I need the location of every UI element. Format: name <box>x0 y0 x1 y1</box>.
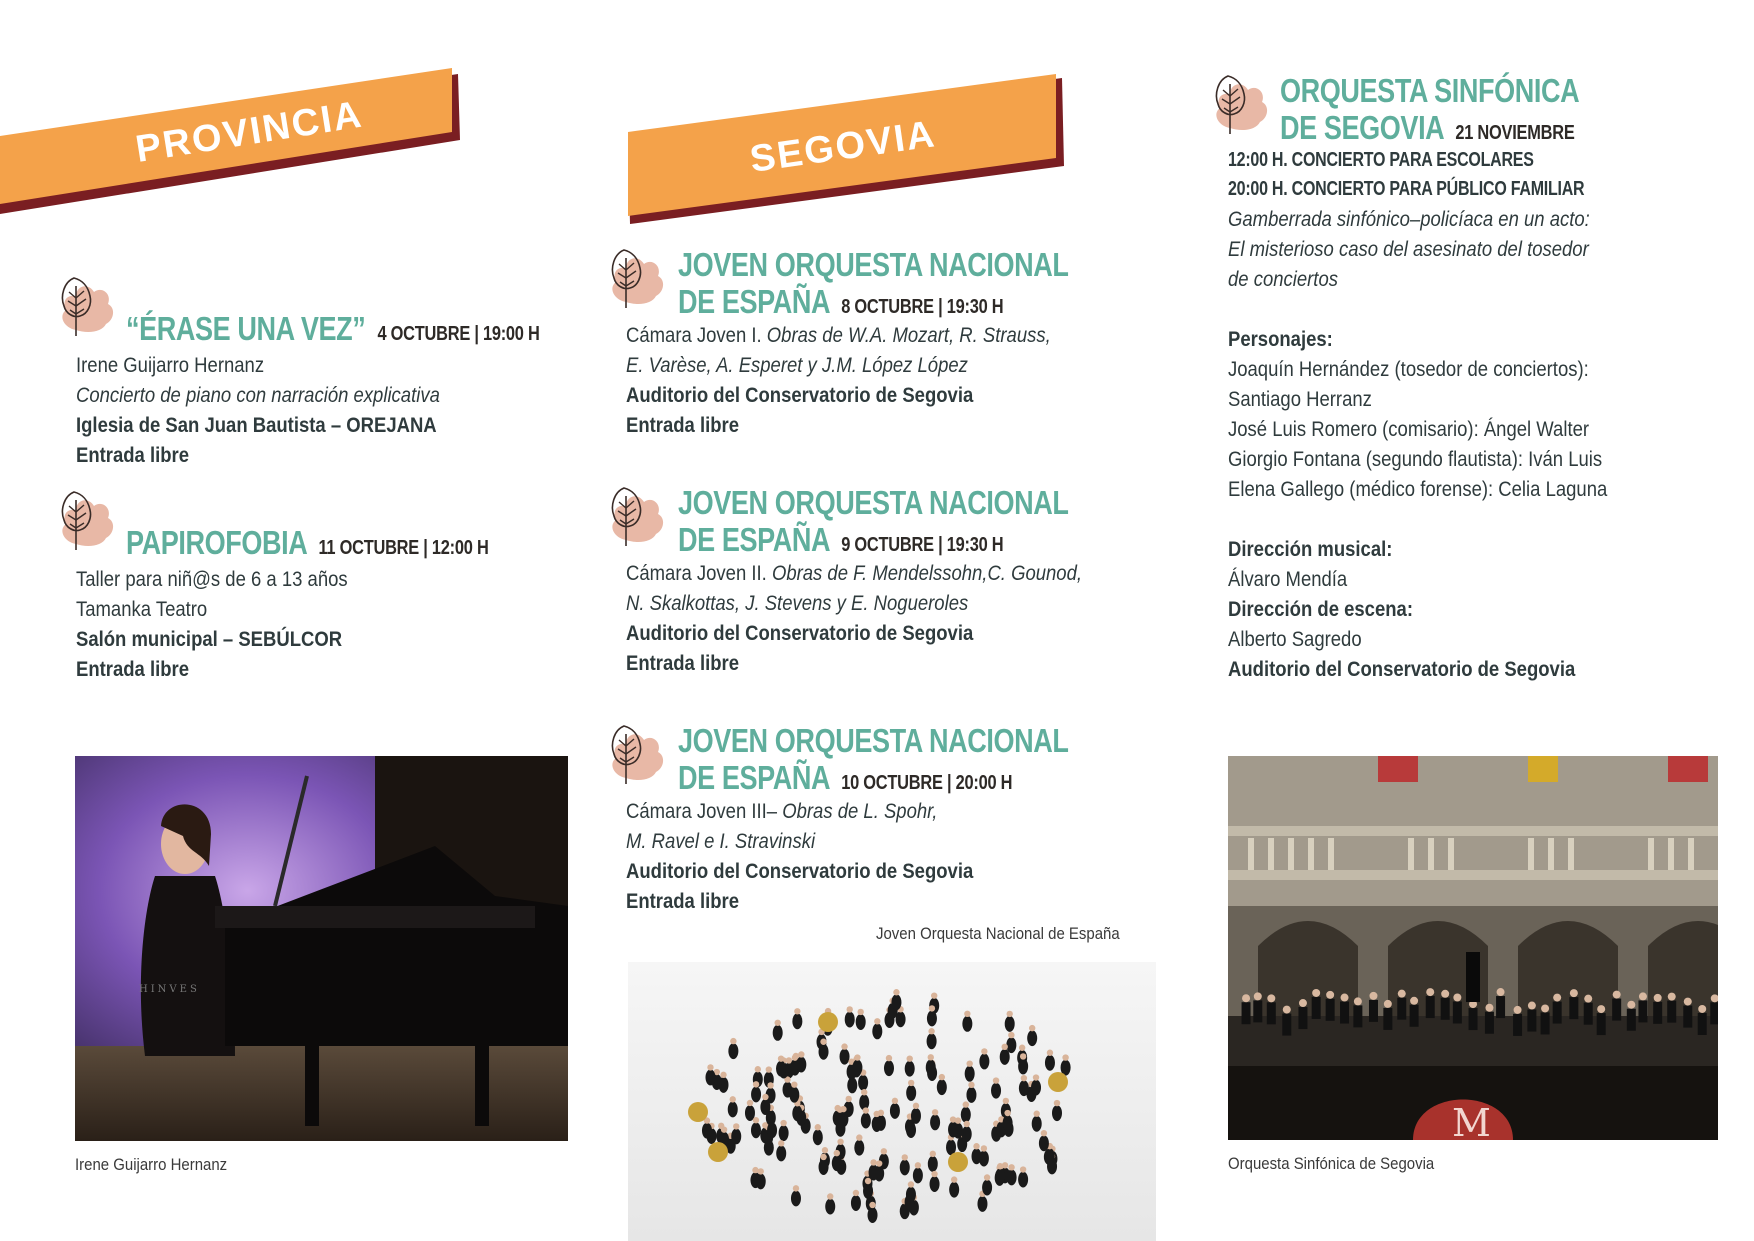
event-title-line1: JOVEN ORQUESTA NACIONAL <box>678 722 1069 759</box>
event-title: PAPIROFOBIA <box>126 524 307 561</box>
event-date: 9 OCTUBRE | 19:30 H <box>841 534 1004 556</box>
program-prefix: Cámara Joven I. <box>626 323 762 347</box>
personaje: Joaquín Hernández (tosedor de conciertos): <box>1228 357 1589 381</box>
leaf-icon <box>604 720 670 790</box>
leaf-icon <box>1208 70 1274 140</box>
event-title-line1: JOVEN ORQUESTA NACIONAL <box>678 246 1069 283</box>
event-performer: Irene Guijarro Hernanz <box>76 353 265 377</box>
osse-title-line1: ORQUESTA SINFÓNICA <box>1280 72 1580 109</box>
event-title-line2: DE ESPAÑA <box>678 759 830 796</box>
pianist-caption: Irene Guijarro Hernanz <box>75 1155 228 1174</box>
osse-desc-3: de conciertos <box>1228 267 1338 291</box>
event-jonde-3 <box>604 720 1164 958</box>
segovia-title: SEGOVIA <box>747 113 939 181</box>
osse-title-line2: DE SEGOVIA <box>1280 109 1444 146</box>
program-works: Obras de F. Mendelssohn,C. Gounod, <box>771 561 1083 585</box>
osse-desc-2: El misterioso caso del asesinato del tosedor <box>1228 237 1589 261</box>
stage-direction-name: Alberto Sagredo <box>1228 627 1362 651</box>
leaf-icon <box>604 244 670 314</box>
musical-direction-name: Álvaro Mendía <box>1228 567 1348 591</box>
osse-date: 21 NOVIEMBRE <box>1455 122 1575 144</box>
pianist-photo <box>75 756 568 1141</box>
personaje: Santiago Herranz <box>1228 387 1372 411</box>
event-description: Concierto de piano con narración explicativa <box>76 383 440 407</box>
event-entry: Entrada libre <box>76 657 190 681</box>
event-title-line1: JOVEN ORQUESTA NACIONAL <box>678 484 1069 521</box>
event-performer: Taller para niñ@s de 6 a 13 años <box>76 567 348 591</box>
event-venue: Auditorio del Conservatorio de Segovia <box>626 621 974 645</box>
leaf-icon <box>54 486 120 556</box>
program-prefix: Cámara Joven II. <box>626 561 767 585</box>
event-entry: Entrada libre <box>626 651 740 675</box>
provincia-title: PROVINCIA <box>132 93 366 171</box>
event-jonde-1 <box>604 244 1164 482</box>
leaf-icon <box>54 272 120 342</box>
osse-photo <box>1228 756 1718 1140</box>
program-works: Obras de L. Spohr, <box>782 799 938 823</box>
leaf-icon <box>604 482 670 552</box>
stage-direction-label: Dirección de escena: <box>1228 597 1413 621</box>
event-entry: Entrada libre <box>626 413 740 437</box>
personajes-label: Personajes: <box>1228 327 1333 351</box>
osse-session-2: 20:00 H. CONCIERTO PARA PÚBLICO FAMILIAR <box>1228 178 1585 200</box>
program-works-cont: M. Ravel e I. Stravinski <box>626 829 816 853</box>
event-papirofobia <box>54 486 574 686</box>
event-description: Tamanka Teatro <box>76 597 208 621</box>
provincia-banner <box>0 66 470 216</box>
event-venue: Auditorio del Conservatorio de Segovia <box>626 383 974 407</box>
personaje: Elena Gallego (médico forense): Celia Laguna <box>1228 477 1608 501</box>
segovia-column <box>604 244 1164 958</box>
event-venue: Auditorio del Conservatorio de Segovia <box>626 859 974 883</box>
event-title-line2: DE ESPAÑA <box>678 283 830 320</box>
musical-direction-label: Dirección musical: <box>1228 537 1393 561</box>
personaje: José Luis Romero (comisario): Ángel Walter <box>1228 417 1590 441</box>
personaje: Giorgio Fontana (segundo flautista): Iván Luis <box>1228 447 1603 471</box>
osse-caption: Orquesta Sinfónica de Segovia <box>1228 1154 1435 1173</box>
jonde-caption: Joven Orquesta Nacional de España <box>876 924 1120 943</box>
event-date: 10 OCTUBRE | 20:00 H <box>841 772 1013 794</box>
event-title-line2: DE ESPAÑA <box>678 521 830 558</box>
event-date: 11 OCTUBRE | 12:00 H <box>318 537 489 559</box>
stage-logo: M <box>1452 1101 1491 1140</box>
event-date: 4 OCTUBRE | 19:00 H <box>377 323 540 345</box>
program-prefix: Cámara Joven III– <box>626 799 778 823</box>
event-entry: Entrada libre <box>76 443 190 467</box>
event-date: 8 OCTUBRE | 19:30 H <box>841 296 1004 318</box>
program-works-cont: N. Skalkottas, J. Stevens y E. Nogueroles <box>626 591 969 615</box>
event-entry: Entrada libre <box>626 889 740 913</box>
jonde-photo <box>628 962 1156 1241</box>
event-title: “ÉRASE UNA VEZ” <box>126 310 366 347</box>
osse-venue: Auditorio del Conservatorio de Segovia <box>1228 657 1576 681</box>
segovia-banner <box>628 74 1068 224</box>
osse-desc-1: Gamberrada sinfónico–policíaca en un acto: <box>1228 207 1590 231</box>
event-jonde-2 <box>604 482 1164 720</box>
osse-session-1: 12:00 H. CONCIERTO PARA ESCOLARES <box>1228 149 1534 171</box>
program-works-cont: E. Varèse, A. Esperet y J.M. López López <box>626 353 968 377</box>
piano-brand: HINVES <box>139 984 200 995</box>
event-erase-una-vez <box>54 272 574 472</box>
provincia-column <box>54 272 574 686</box>
event-venue: Iglesia de San Juan Bautista – OREJANA <box>76 413 437 437</box>
program-works: Obras de W.A. Mozart, R. Strauss, <box>766 323 1051 347</box>
event-venue: Salón municipal – SEBÚLCOR <box>76 627 343 651</box>
